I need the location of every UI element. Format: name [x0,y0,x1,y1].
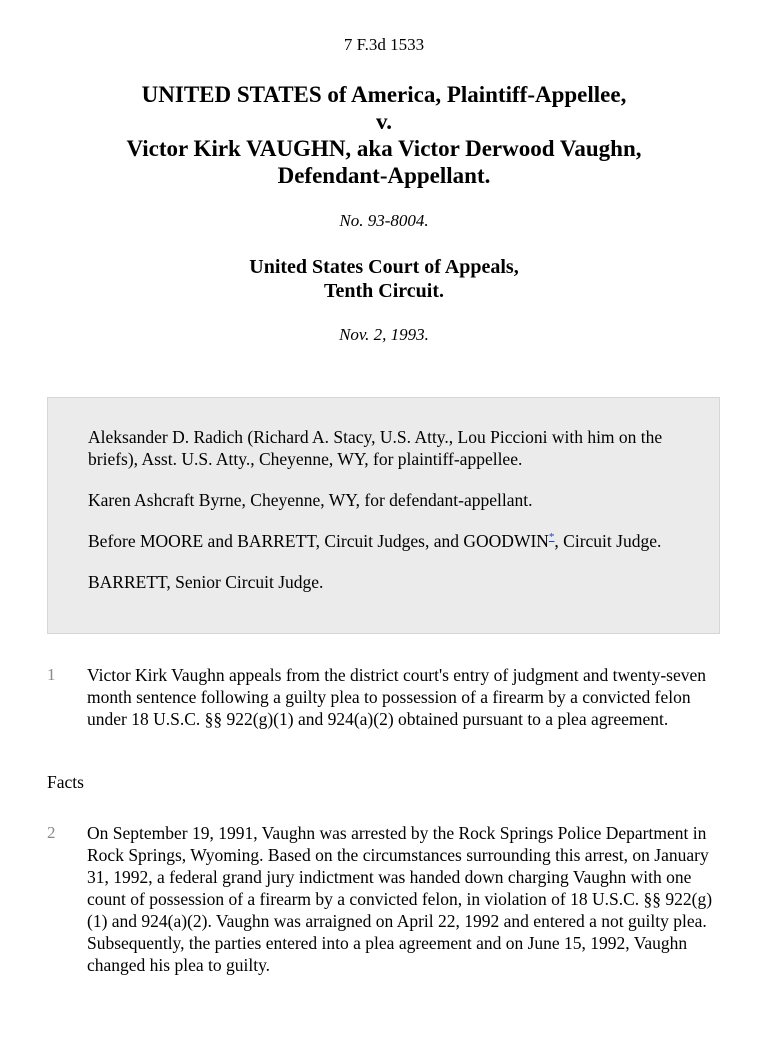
panel-judges [88,530,679,552]
caption-defendant: Victor Kirk VAUGHN, aka Victor Derwood Vaughn, [126,136,642,161]
panel-judges-text: Before MOORE and BARRETT, Circuit Judges, and GOODWIN [88,531,549,551]
counsel-appellant: Karen Ashcraft Byrne, Cheyenne, WY, for defendant-appellant. [88,490,533,510]
counsel-appellee: Aleksander D. Radich (Richard A. Stacy, U.S. Atty., Lou Piccioni with him on the briefs), Asst. U.S. Atty., Cheyenne, WY, for plaintiff-appellee. [88,427,663,469]
paragraph-number: 1 [47,665,56,684]
paragraph-2 [47,822,727,976]
caption-defendant-role: Defendant-Appellant. [277,163,491,188]
panel-judges-tail: , Circuit Judge. [554,531,662,551]
paragraph-text: Victor Kirk Vaughn appeals from the district court's entry of judgment and twenty-seven month sentence following a guilty plea to possession of a firearm by a convicted felon under 18 U.S.C. §§ 922(g)(1) and 924(a)(2) obtained pursuant to a plea agreement. [87,665,706,729]
opinion-author: BARRETT, Senior Circuit Judge. [88,572,324,592]
citation: 7 F.3d 1533 [343,35,425,54]
court-name-line1: United States Court of Appeals, [249,256,519,278]
section-heading-facts: Facts [47,772,84,792]
footnote-link[interactable]: * [548,531,555,544]
docket-number: No. 93-8004. [339,211,429,230]
paragraph-text: On September 19, 1991, Vaughn was arrested by the Rock Springs Police Department in Rock Springs, Wyoming. Based on the circumstances surrounding this arrest, on January 31, 1992, a federal grand jury indictment was handed down charging Vaughn with one count of possession of a firearm by a convicted felon, in violation of 18 U.S.C. §§ 922(g)(1) and 924(a)(2). Vaughn was arraigned on April 22, 1992 and entered a not guilty plea. Subsequently, the parties entered into a plea agreement and on June 15, 1992, Vaughn changed his plea to guilty. [87,823,713,975]
case-caption [60,81,708,189]
court-name [0,255,768,303]
caption-plaintiff: UNITED STATES of America, Plaintiff-Appellee, [141,82,627,107]
caption-versus: v. [376,109,392,134]
counsel-box [47,397,720,634]
paragraph-1 [47,664,727,730]
paragraph-number: 2 [47,823,56,842]
court-name-line2: Tenth Circuit. [323,280,445,302]
decision-date: Nov. 2, 1993. [339,325,429,344]
